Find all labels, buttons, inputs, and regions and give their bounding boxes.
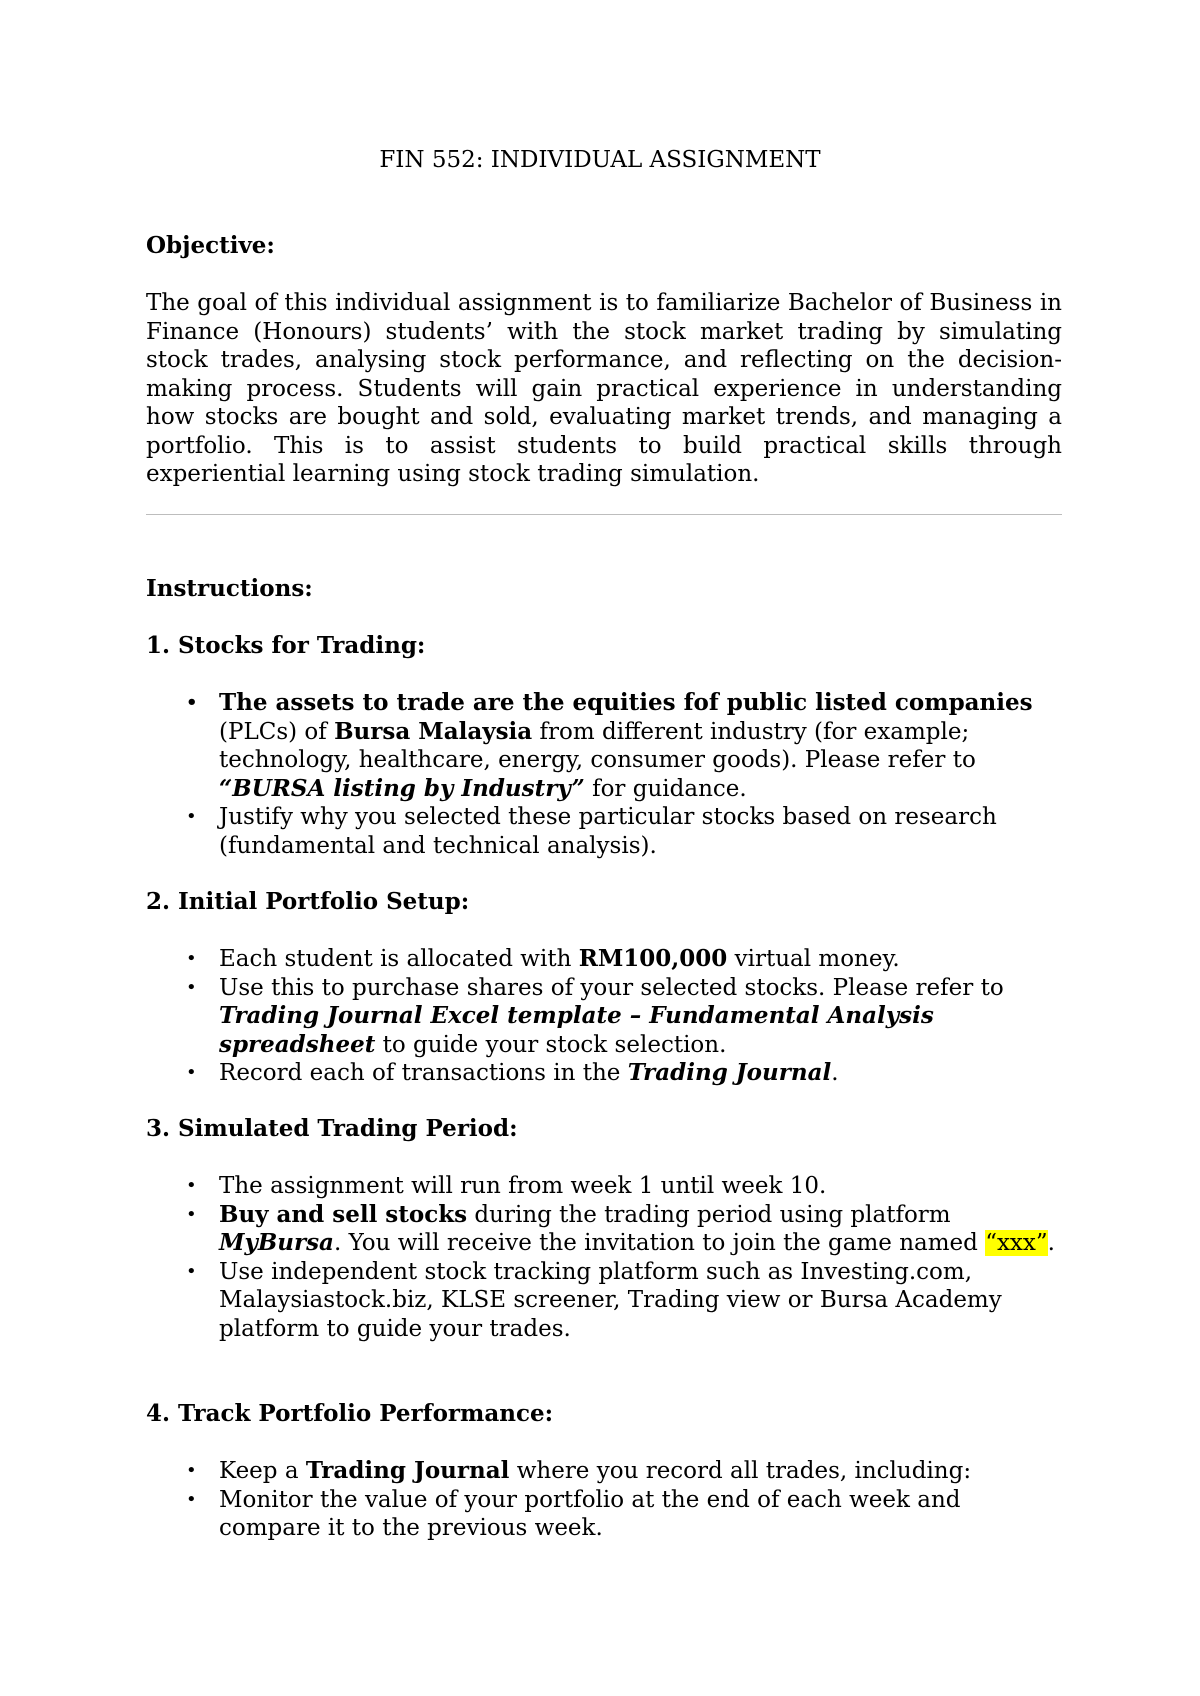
page-title: FIN 552: INDIVIDUAL ASSIGNMENT: [379, 147, 821, 173]
list-item: [146, 974, 1062, 1060]
list-item-text: from different industry (for example; technology, healthcare, energy, consumer goods). Please refer to: [219, 718, 976, 773]
list-item-bold: The assets to trade are the equities fof public listed companies: [219, 689, 1033, 716]
list-item-bold: RM100,000: [578, 945, 728, 972]
section-2-heading: 2. Initial Portfolio Setup:: [146, 888, 470, 915]
divider: [146, 514, 1062, 515]
list-item-bold: Buy and sell stocks: [219, 1200, 468, 1228]
bullet-icon: •: [186, 948, 197, 969]
list-item: [146, 1201, 1062, 1258]
section-1-heading: 1. Stocks for Trading:: [146, 632, 426, 659]
bullet-icon: •: [186, 692, 198, 713]
list-item-text: Use independent stock tracking platform such as Investing.com, Malaysiastock.biz, KLSE screener, Trading view or Bursa Academy platform to guide your trades.: [219, 1258, 1002, 1342]
list-item: [146, 1059, 1062, 1088]
section-2-list: [146, 945, 1062, 1088]
section-4-list: [146, 1457, 1062, 1543]
list-item: [146, 1258, 1062, 1344]
list-item-text: during the trading period using platform: [467, 1201, 951, 1228]
list-item: [146, 1172, 1062, 1201]
list-item: [146, 945, 1062, 974]
bullet-icon: •: [186, 1460, 197, 1481]
list-item-text: Monitor the value of your portfolio at the end of each week and compare it to the previous week.: [219, 1486, 961, 1541]
list-item-text: .: [1047, 1230, 1055, 1256]
bullet-icon: •: [186, 1488, 197, 1510]
list-item: [146, 1486, 1062, 1543]
list-item-text: . You will receive the invitation to join the game named: [333, 1230, 986, 1256]
list-item-bold-italic: MyBursa: [219, 1229, 334, 1256]
list-item-text: Justify why you selected these particular stocks based on research (fundamental and technical analysis).: [219, 804, 997, 859]
list-item-text: The assignment will run from week 1 until week 10.: [219, 1173, 827, 1199]
highlighted-game-name: “xxx”: [985, 1230, 1048, 1256]
list-item-bold-italic: Trading Journal: [627, 1059, 832, 1086]
bullet-icon: •: [186, 1175, 197, 1196]
instructions-heading: Instructions:: [146, 575, 313, 602]
list-item-bold: Bursa Malaysia: [334, 717, 533, 745]
section-3-heading: 3. Simulated Trading Period:: [146, 1115, 518, 1142]
bullet-icon: •: [186, 806, 197, 827]
list-item-text: Keep a: [219, 1458, 306, 1484]
list-item-text: virtual money.: [727, 946, 900, 972]
list-item-text: for guidance.: [584, 775, 747, 802]
bullet-icon: •: [186, 1203, 197, 1225]
list-item-text: Each student is allocated with: [219, 946, 579, 972]
list-item-bold: Trading Journal: [305, 1457, 510, 1484]
section-3-list: [146, 1172, 1062, 1343]
bullet-icon: •: [186, 1062, 197, 1083]
list-item-text: where you record all trades, including:: [509, 1458, 972, 1484]
objective-paragraph: The goal of this individual assignment is to familiarize Bachelor of Business in Finance (Honours) students’ with the stock market trading by simulating stock trades, analysing stock performance, and reflecting on the decision-making process. Students will gain practical experience in understanding how stocks are bought and sold, evaluating market trends, and managing a portfolio. This is to assist students to build practical skills through experiential learning using stock trading simulation.: [146, 290, 1062, 487]
list-item-text: .: [831, 1060, 839, 1086]
list-item-bold-italic: “BURSA listing by Industry”: [219, 774, 585, 802]
list-item-text: to guide your stock selection.: [375, 1031, 727, 1058]
list-item-bold-italic: Trading Journal Excel template – Fundamental Analysis spreadsheet: [219, 1002, 934, 1058]
list-item: [146, 803, 1062, 860]
list-item: [146, 689, 1062, 803]
bullet-icon: •: [186, 976, 197, 998]
list-item: [146, 1457, 1062, 1486]
list-item-text: Record each of transactions in the: [219, 1060, 628, 1086]
section-1-list: [146, 689, 1062, 860]
bullet-icon: •: [186, 1260, 197, 1282]
list-item-text: Use this to purchase shares of your selected stocks. Please refer to: [219, 974, 1004, 1001]
list-item-text: (PLCs) of: [219, 718, 335, 745]
objective-heading: Objective:: [146, 232, 275, 259]
section-4-heading: 4. Track Portfolio Performance:: [146, 1400, 554, 1427]
